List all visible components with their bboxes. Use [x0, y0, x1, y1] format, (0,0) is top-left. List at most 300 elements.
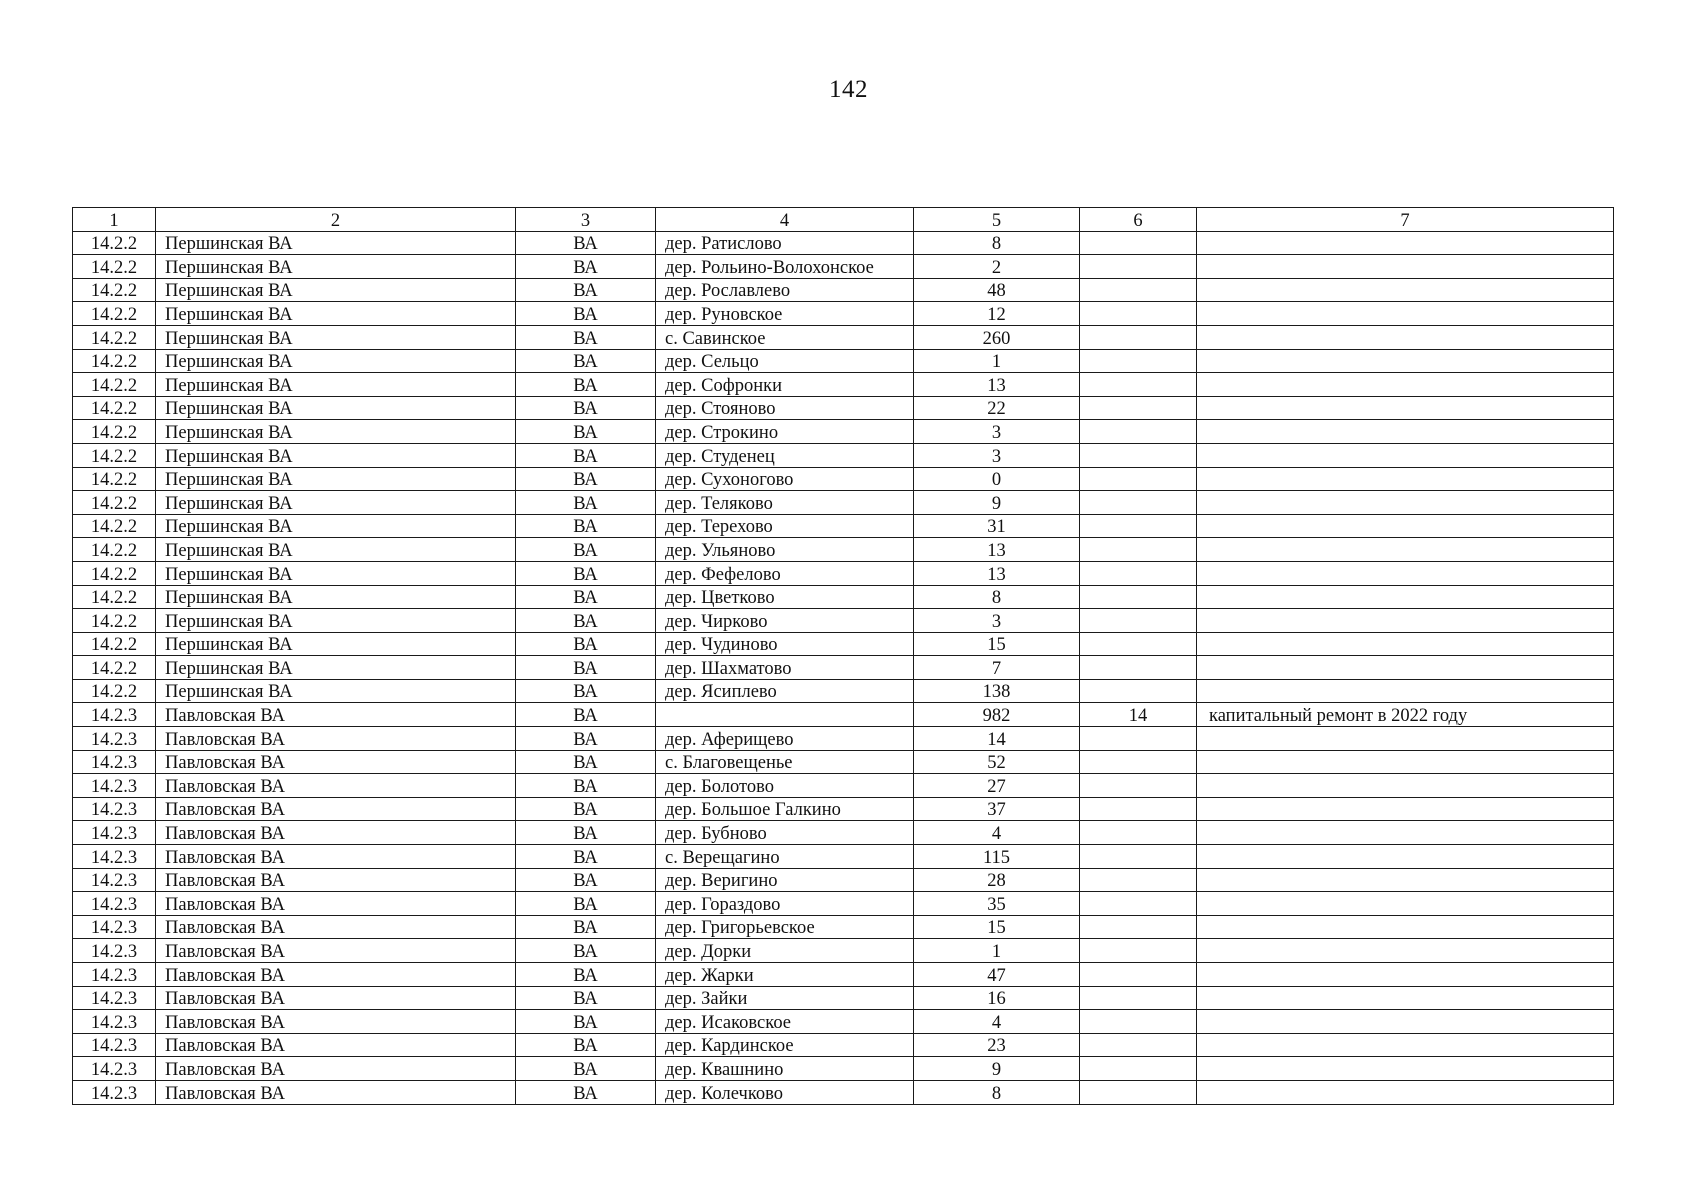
- cell-code: 14.2.2: [73, 467, 156, 491]
- cell-note: [1197, 467, 1614, 491]
- cell-code: 14.2.2: [73, 420, 156, 444]
- cell-note: [1197, 609, 1614, 633]
- cell-settlement: дер. Аферищево: [656, 727, 914, 751]
- cell-code: 14.2.2: [73, 514, 156, 538]
- cell-code: 14.2.3: [73, 1033, 156, 1057]
- cell-organization: Першинская ВА: [156, 396, 516, 420]
- table-header-row: [73, 208, 1614, 232]
- cell-settlement: дер. Ульяново: [656, 538, 914, 562]
- cell-count: [1080, 915, 1197, 939]
- cell-type: ВА: [516, 1010, 656, 1034]
- cell-organization: Павловская ВА: [156, 703, 516, 727]
- cell-settlement: дер. Терехово: [656, 514, 914, 538]
- cell-count: [1080, 1057, 1197, 1081]
- cell-count: [1080, 1033, 1197, 1057]
- table-row: [73, 373, 1614, 397]
- cell-note: [1197, 278, 1614, 302]
- cell-code: 14.2.3: [73, 774, 156, 798]
- cell-organization: Першинская ВА: [156, 349, 516, 373]
- cell-value: 4: [914, 821, 1080, 845]
- cell-count: [1080, 892, 1197, 916]
- cell-value: 47: [914, 963, 1080, 987]
- cell-code: 14.2.2: [73, 325, 156, 349]
- table-row: [73, 467, 1614, 491]
- data-table-container: [72, 207, 1613, 1105]
- cell-organization: Першинская ВА: [156, 420, 516, 444]
- table-row: [73, 585, 1614, 609]
- cell-note: [1197, 349, 1614, 373]
- cell-organization: Першинская ВА: [156, 467, 516, 491]
- cell-note: [1197, 774, 1614, 798]
- cell-note: [1197, 1080, 1614, 1104]
- cell-value: 9: [914, 491, 1080, 515]
- cell-count: [1080, 396, 1197, 420]
- cell-count: [1080, 986, 1197, 1010]
- cell-type: ВА: [516, 1057, 656, 1081]
- cell-note: [1197, 325, 1614, 349]
- header-cell-3: 3: [516, 208, 656, 232]
- cell-count: [1080, 514, 1197, 538]
- cell-note: [1197, 963, 1614, 987]
- cell-type: ВА: [516, 939, 656, 963]
- cell-settlement: дер. Ясиплево: [656, 679, 914, 703]
- cell-value: 8: [914, 231, 1080, 255]
- cell-organization: Павловская ВА: [156, 750, 516, 774]
- cell-count: [1080, 325, 1197, 349]
- table-row: [73, 727, 1614, 751]
- header-cell-2: 2: [156, 208, 516, 232]
- cell-settlement: дер. Кардинское: [656, 1033, 914, 1057]
- cell-count: [1080, 278, 1197, 302]
- cell-organization: Павловская ВА: [156, 1057, 516, 1081]
- cell-settlement: дер. Строкино: [656, 420, 914, 444]
- cell-organization: Першинская ВА: [156, 231, 516, 255]
- cell-type: ВА: [516, 821, 656, 845]
- cell-value: 48: [914, 278, 1080, 302]
- cell-organization: Павловская ВА: [156, 727, 516, 751]
- cell-note: [1197, 373, 1614, 397]
- cell-code: 14.2.2: [73, 231, 156, 255]
- cell-value: 115: [914, 845, 1080, 869]
- cell-organization: Першинская ВА: [156, 278, 516, 302]
- cell-count: [1080, 1080, 1197, 1104]
- cell-type: ВА: [516, 727, 656, 751]
- cell-type: ВА: [516, 491, 656, 515]
- cell-type: ВА: [516, 609, 656, 633]
- cell-note: [1197, 491, 1614, 515]
- cell-code: 14.2.3: [73, 845, 156, 869]
- cell-organization: Павловская ВА: [156, 986, 516, 1010]
- cell-type: ВА: [516, 915, 656, 939]
- table-row: [73, 1010, 1614, 1034]
- cell-note: [1197, 939, 1614, 963]
- cell-note: капитальный ремонт в 2022 году: [1197, 703, 1614, 727]
- table-row: [73, 443, 1614, 467]
- table-row: [73, 797, 1614, 821]
- cell-code: 14.2.3: [73, 939, 156, 963]
- cell-code: 14.2.3: [73, 1080, 156, 1104]
- cell-code: 14.2.2: [73, 561, 156, 585]
- cell-count: [1080, 585, 1197, 609]
- cell-value: 2: [914, 255, 1080, 279]
- table-row: [73, 656, 1614, 680]
- cell-code: 14.2.3: [73, 915, 156, 939]
- cell-organization: Першинская ВА: [156, 609, 516, 633]
- cell-count: [1080, 420, 1197, 444]
- cell-value: 4: [914, 1010, 1080, 1034]
- cell-type: ВА: [516, 1033, 656, 1057]
- cell-value: 31: [914, 514, 1080, 538]
- cell-type: ВА: [516, 278, 656, 302]
- cell-note: [1197, 1033, 1614, 1057]
- cell-value: 1: [914, 939, 1080, 963]
- cell-value: 8: [914, 585, 1080, 609]
- cell-organization: Павловская ВА: [156, 797, 516, 821]
- cell-code: 14.2.2: [73, 278, 156, 302]
- table-row: [73, 538, 1614, 562]
- cell-note: [1197, 868, 1614, 892]
- cell-count: [1080, 561, 1197, 585]
- cell-type: ВА: [516, 679, 656, 703]
- table-row: [73, 255, 1614, 279]
- cell-count: [1080, 963, 1197, 987]
- cell-settlement: дер. Рольино-Волохонское: [656, 255, 914, 279]
- table-row: [73, 915, 1614, 939]
- cell-value: 260: [914, 325, 1080, 349]
- cell-note: [1197, 797, 1614, 821]
- cell-count: [1080, 632, 1197, 656]
- cell-settlement: с. Савинское: [656, 325, 914, 349]
- cell-code: 14.2.2: [73, 585, 156, 609]
- cell-type: ВА: [516, 1080, 656, 1104]
- cell-settlement: дер. Шахматово: [656, 656, 914, 680]
- cell-code: 14.2.2: [73, 396, 156, 420]
- cell-type: ВА: [516, 349, 656, 373]
- table-row: [73, 1057, 1614, 1081]
- table-row: [73, 774, 1614, 798]
- cell-value: 14: [914, 727, 1080, 751]
- cell-organization: Павловская ВА: [156, 1033, 516, 1057]
- cell-note: [1197, 231, 1614, 255]
- cell-value: 28: [914, 868, 1080, 892]
- table-row: [73, 1033, 1614, 1057]
- cell-note: [1197, 538, 1614, 562]
- cell-value: 3: [914, 420, 1080, 444]
- cell-value: 52: [914, 750, 1080, 774]
- cell-settlement: дер. Цветково: [656, 585, 914, 609]
- cell-code: 14.2.2: [73, 679, 156, 703]
- cell-count: [1080, 443, 1197, 467]
- cell-type: ВА: [516, 986, 656, 1010]
- cell-count: [1080, 373, 1197, 397]
- table-row: [73, 561, 1614, 585]
- cell-value: 8: [914, 1080, 1080, 1104]
- table-row: [73, 396, 1614, 420]
- table-row: [73, 325, 1614, 349]
- cell-settlement: дер. Дорки: [656, 939, 914, 963]
- cell-organization: Першинская ВА: [156, 538, 516, 562]
- cell-organization: Павловская ВА: [156, 963, 516, 987]
- cell-code: 14.2.3: [73, 1057, 156, 1081]
- cell-type: ВА: [516, 443, 656, 467]
- table-row: [73, 632, 1614, 656]
- cell-organization: Першинская ВА: [156, 255, 516, 279]
- cell-type: ВА: [516, 585, 656, 609]
- cell-settlement: дер. Студенец: [656, 443, 914, 467]
- cell-code: 14.2.3: [73, 963, 156, 987]
- table-row: [73, 963, 1614, 987]
- cell-note: [1197, 514, 1614, 538]
- cell-organization: Першинская ВА: [156, 491, 516, 515]
- cell-code: 14.2.3: [73, 892, 156, 916]
- cell-note: [1197, 845, 1614, 869]
- cell-type: ВА: [516, 963, 656, 987]
- cell-organization: Першинская ВА: [156, 656, 516, 680]
- cell-code: 14.2.3: [73, 986, 156, 1010]
- cell-settlement: дер. Сельцо: [656, 349, 914, 373]
- cell-count: [1080, 349, 1197, 373]
- cell-type: ВА: [516, 420, 656, 444]
- cell-organization: Першинская ВА: [156, 632, 516, 656]
- cell-type: ВА: [516, 632, 656, 656]
- table-row: [73, 349, 1614, 373]
- page-number: 142: [829, 76, 868, 103]
- cell-code: 14.2.2: [73, 255, 156, 279]
- table-row: [73, 278, 1614, 302]
- cell-type: ВА: [516, 325, 656, 349]
- cell-note: [1197, 821, 1614, 845]
- cell-code: 14.2.2: [73, 443, 156, 467]
- cell-settlement: дер. Исаковское: [656, 1010, 914, 1034]
- cell-count: [1080, 255, 1197, 279]
- cell-organization: Першинская ВА: [156, 373, 516, 397]
- cell-note: [1197, 443, 1614, 467]
- cell-note: [1197, 585, 1614, 609]
- cell-count: [1080, 797, 1197, 821]
- cell-settlement: дер. Рославлево: [656, 278, 914, 302]
- header-cell-7: 7: [1197, 208, 1614, 232]
- cell-settlement: дер. Болотово: [656, 774, 914, 798]
- cell-settlement: дер. Стояново: [656, 396, 914, 420]
- cell-note: [1197, 561, 1614, 585]
- table-row: [73, 986, 1614, 1010]
- cell-note: [1197, 1057, 1614, 1081]
- cell-value: 13: [914, 561, 1080, 585]
- cell-count: [1080, 491, 1197, 515]
- cell-settlement: дер. Фефелово: [656, 561, 914, 585]
- cell-count: [1080, 939, 1197, 963]
- cell-count: [1080, 538, 1197, 562]
- cell-type: ВА: [516, 538, 656, 562]
- cell-note: [1197, 255, 1614, 279]
- cell-type: ВА: [516, 255, 656, 279]
- cell-organization: Першинская ВА: [156, 325, 516, 349]
- table-body: [73, 208, 1614, 1105]
- table-row: [73, 845, 1614, 869]
- table-row: [73, 892, 1614, 916]
- cell-value: 37: [914, 797, 1080, 821]
- cell-settlement: дер. Чудиново: [656, 632, 914, 656]
- cell-settlement: с. Благовещенье: [656, 750, 914, 774]
- cell-value: 35: [914, 892, 1080, 916]
- cell-value: 7: [914, 656, 1080, 680]
- cell-code: 14.2.2: [73, 538, 156, 562]
- cell-value: 12: [914, 302, 1080, 326]
- cell-code: 14.2.2: [73, 302, 156, 326]
- cell-settlement: дер. Софронки: [656, 373, 914, 397]
- cell-note: [1197, 420, 1614, 444]
- cell-count: [1080, 231, 1197, 255]
- cell-count: 14: [1080, 703, 1197, 727]
- cell-count: [1080, 609, 1197, 633]
- cell-count: [1080, 750, 1197, 774]
- cell-code: 14.2.3: [73, 797, 156, 821]
- table-row: [73, 939, 1614, 963]
- cell-value: 3: [914, 609, 1080, 633]
- cell-value: 3: [914, 443, 1080, 467]
- cell-code: 14.2.3: [73, 1010, 156, 1034]
- cell-value: 9: [914, 1057, 1080, 1081]
- table-row: [73, 868, 1614, 892]
- cell-settlement: с. Верещагино: [656, 845, 914, 869]
- cell-code: 14.2.3: [73, 703, 156, 727]
- cell-count: [1080, 868, 1197, 892]
- cell-code: 14.2.2: [73, 632, 156, 656]
- cell-count: [1080, 845, 1197, 869]
- table-row: [73, 302, 1614, 326]
- header-cell-5: 5: [914, 208, 1080, 232]
- cell-settlement: дер. Большое Галкино: [656, 797, 914, 821]
- cell-settlement: [656, 703, 914, 727]
- table-row: [73, 821, 1614, 845]
- table-row: [73, 491, 1614, 515]
- table-row: [73, 703, 1614, 727]
- cell-settlement: дер. Руновское: [656, 302, 914, 326]
- cell-organization: Павловская ВА: [156, 1080, 516, 1104]
- cell-value: 23: [914, 1033, 1080, 1057]
- cell-count: [1080, 302, 1197, 326]
- table-row: [73, 609, 1614, 633]
- cell-settlement: дер. Веригино: [656, 868, 914, 892]
- cell-value: 15: [914, 915, 1080, 939]
- cell-organization: Павловская ВА: [156, 845, 516, 869]
- cell-settlement: дер. Бубново: [656, 821, 914, 845]
- cell-count: [1080, 679, 1197, 703]
- cell-organization: Павловская ВА: [156, 1010, 516, 1034]
- cell-note: [1197, 396, 1614, 420]
- cell-type: ВА: [516, 892, 656, 916]
- table-row: [73, 679, 1614, 703]
- cell-settlement: дер. Квашнино: [656, 1057, 914, 1081]
- cell-settlement: дер. Зайки: [656, 986, 914, 1010]
- cell-organization: Першинская ВА: [156, 679, 516, 703]
- cell-code: 14.2.2: [73, 656, 156, 680]
- cell-organization: Першинская ВА: [156, 302, 516, 326]
- cell-code: 14.2.3: [73, 750, 156, 774]
- cell-value: 22: [914, 396, 1080, 420]
- cell-value: 13: [914, 373, 1080, 397]
- cell-note: [1197, 656, 1614, 680]
- cell-note: [1197, 632, 1614, 656]
- cell-count: [1080, 774, 1197, 798]
- cell-count: [1080, 821, 1197, 845]
- cell-value: 27: [914, 774, 1080, 798]
- cell-count: [1080, 1010, 1197, 1034]
- cell-count: [1080, 467, 1197, 491]
- cell-type: ВА: [516, 750, 656, 774]
- cell-organization: Першинская ВА: [156, 585, 516, 609]
- cell-organization: Павловская ВА: [156, 915, 516, 939]
- cell-organization: Першинская ВА: [156, 443, 516, 467]
- cell-organization: Павловская ВА: [156, 868, 516, 892]
- table-row: [73, 514, 1614, 538]
- data-table: [72, 207, 1614, 1105]
- cell-note: [1197, 915, 1614, 939]
- cell-type: ВА: [516, 656, 656, 680]
- cell-note: [1197, 1010, 1614, 1034]
- cell-value: 982: [914, 703, 1080, 727]
- cell-value: 138: [914, 679, 1080, 703]
- cell-type: ВА: [516, 396, 656, 420]
- cell-note: [1197, 750, 1614, 774]
- cell-organization: Першинская ВА: [156, 514, 516, 538]
- cell-type: ВА: [516, 797, 656, 821]
- table-row: [73, 1080, 1614, 1104]
- cell-type: ВА: [516, 373, 656, 397]
- cell-value: 16: [914, 986, 1080, 1010]
- cell-type: ВА: [516, 302, 656, 326]
- cell-note: [1197, 892, 1614, 916]
- cell-value: 1: [914, 349, 1080, 373]
- cell-count: [1080, 656, 1197, 680]
- cell-type: ВА: [516, 703, 656, 727]
- cell-organization: Павловская ВА: [156, 892, 516, 916]
- cell-note: [1197, 727, 1614, 751]
- cell-type: ВА: [516, 561, 656, 585]
- cell-code: 14.2.2: [73, 349, 156, 373]
- table-row: [73, 231, 1614, 255]
- cell-settlement: дер. Григорьевское: [656, 915, 914, 939]
- cell-settlement: дер. Жарки: [656, 963, 914, 987]
- cell-code: 14.2.3: [73, 868, 156, 892]
- cell-type: ВА: [516, 514, 656, 538]
- cell-organization: Першинская ВА: [156, 561, 516, 585]
- cell-type: ВА: [516, 845, 656, 869]
- cell-type: ВА: [516, 467, 656, 491]
- table-row: [73, 750, 1614, 774]
- cell-type: ВА: [516, 231, 656, 255]
- table-row: [73, 420, 1614, 444]
- cell-settlement: дер. Теляково: [656, 491, 914, 515]
- cell-type: ВА: [516, 774, 656, 798]
- header-cell-6: 6: [1080, 208, 1197, 232]
- cell-code: 14.2.2: [73, 491, 156, 515]
- cell-value: 0: [914, 467, 1080, 491]
- header-cell-4: 4: [656, 208, 914, 232]
- cell-settlement: дер. Чирково: [656, 609, 914, 633]
- cell-settlement: дер. Ратислово: [656, 231, 914, 255]
- cell-value: 13: [914, 538, 1080, 562]
- cell-organization: Павловская ВА: [156, 774, 516, 798]
- cell-note: [1197, 986, 1614, 1010]
- cell-settlement: дер. Сухоногово: [656, 467, 914, 491]
- cell-code: 14.2.3: [73, 727, 156, 751]
- cell-count: [1080, 727, 1197, 751]
- cell-settlement: дер. Колечково: [656, 1080, 914, 1104]
- cell-organization: Павловская ВА: [156, 939, 516, 963]
- cell-type: ВА: [516, 868, 656, 892]
- cell-note: [1197, 302, 1614, 326]
